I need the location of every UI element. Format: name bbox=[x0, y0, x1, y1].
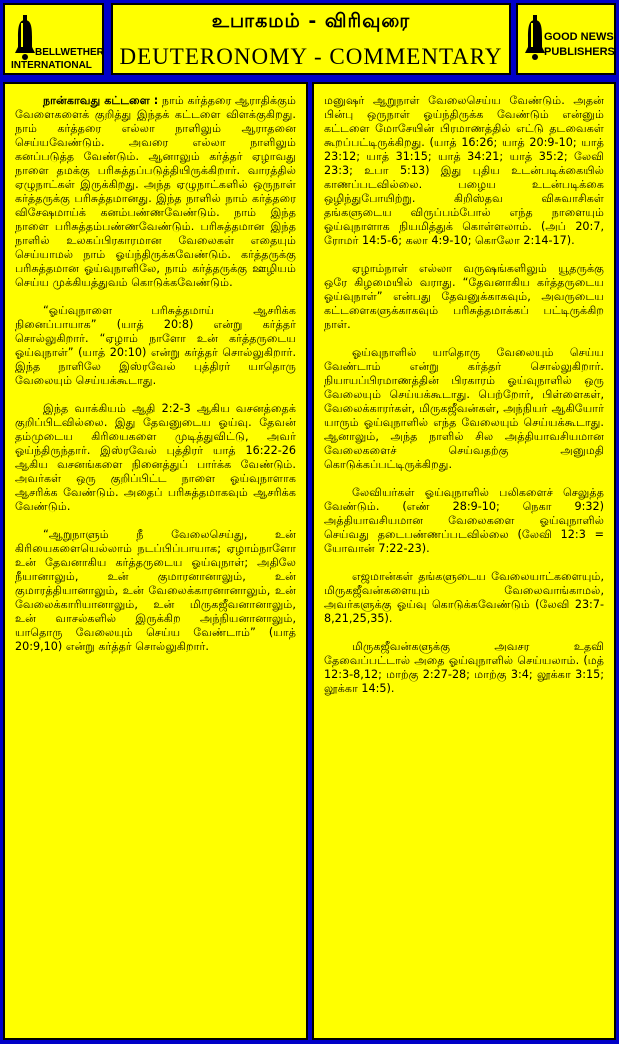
left-column bbox=[3, 82, 308, 1040]
paragraph-text: நாம் கர்த்தரை ஆராதிக்கும் வேளைகளைக் குறித்து இந்தக் கட்டளை விளக்குகிறது. நாம் கர்த்தரை எல்லா நாளிலும் ஆராதனை செய்யவேண்டும். அவரை எல்லா நாளிலும் கனப்படுத்த வேண்டும். ஆனாலும் கர்த்தர் ஏழாவது நாளை தமக்கு பரிசுத்தப்படுத்தியிருக்கிறார். வாரத்தில் ஏழுநாட்கள் இருக்கிறது. அந்த ஏழுநாட்களில் ஒருநாள் கர்த்தருக்கு பரிசுத்தமானது. இந்த நாளில் நாம் கர்த்தரை விசேஷமாய்க் கனம்பண்ணவேண்டும். நாம் இந்த நாளை பரிசுத்தம்பண்ணவேண்டும். பரிசுத்தமான இந்த நாளில் உலகப்பிரகாரமான வேலைகள் எதையும் செய்யாமல் நாம் ஓய்ந்திருக்கவேண்டும். கர்த்தருக்கு பரிசுத்தமான ஓய்வுநாளிலே, நாம் கர்த்தருக்கு ஊழியம் செய்ய முக்கியத்துவம் கொடுக்கவேண்டும். bbox=[15, 94, 296, 289]
paragraph bbox=[15, 94, 296, 290]
bellwether-logo bbox=[3, 3, 104, 75]
bell-icon bbox=[14, 15, 36, 61]
right-column bbox=[312, 82, 616, 1040]
paragraph: “ஓய்வுநாளை பரிசுத்தமாய் ஆசரிக்க நினைப்பாயாக” (யாத் 20:8) என்று கர்த்தர் சொல்லுகிறார். “ஏழாம் நாளோ உன் கர்த்தருடைய ஓய்வுநாள்” (யாத் 20:10) என்று கர்த்தர் சொல்லுகிறார். இந்த நாளிலே இஸ்ரவேல் புத்திரர் யாதொரு வேலையும் செய்யக்கூடாது. bbox=[15, 304, 296, 387]
paragraph: இந்த வாக்கியம் ஆதி 2:2-3 ஆகிய வசனத்தைக் குறிப்பிடவில்லை. இது தேவனுடைய ஓய்வு. தேவன் தம்முடைய கிரியைகளை முடித்துவிட்டு, அவர் ஓய்ந்திருந்தார். இஸ்ரவேல் புத்திரர் யாத் 16:22-26 ஆகிய வசனங்களை நினைத்துப் பார்க்க வேண்டும். அவர்கள் ஒரு குறிப்பிட்ட நாளை ஓய்வுநாளாக ஆசரிக்க வேண்டும். அதைப் பரிசுத்தமாகவும் ஆசரிக்க வேண்டும். bbox=[15, 402, 296, 513]
page-header bbox=[111, 3, 511, 75]
good-news-logo bbox=[516, 3, 616, 75]
logo-right-line1: GOOD NEWS bbox=[544, 31, 614, 43]
paragraph: லேவியர்கள் ஓய்வுநாளில் பலிகளைச் செலுத்த வேண்டும். (எண் 28:9-10; நெகா 9:32) அத்தியாவசியமான வேலைகளை ஓய்வுநாளில் செய்வது தடைபண்ணப்படவில்லை (லேவி 12:3 = யோவான் 7:22-23). bbox=[324, 486, 604, 555]
paragraph: ஏழாம்நாள் எல்லா வருஷங்களிலும் யூதருக்கு ஒரே கிழமையில் வராது. “தேவனாகிய கர்த்தருடைய ஓய்வுநாள்” என்பது தேவனுக்காகவும், அவருடைய கட்டளைகளுக்காகவும் பரிசுத்தமாக்கப் பட்டிருக்கிற நாள். bbox=[324, 262, 604, 331]
paragraph: மிருகஜீவன்களுக்கு அவசர உதவி தேவைப்பட்டால் அதை ஓய்வுநாளில் செய்யலாம். (மத் 12:3-8,12; மாற்கு 2:27-28; மாற்கு 3:4; லூக்கா 3:15; லூக்கா 14:5). bbox=[324, 640, 604, 695]
section-heading: நான்காவது கட்டளை : bbox=[43, 94, 159, 107]
logo-left-line1: BELLWETHER bbox=[35, 47, 104, 58]
paragraph: மனுஷர் ஆறுநாள் வேலைசெய்ய வேண்டும். அதன் பின்பு ஒருநாள் ஓய்ந்திருக்க வேண்டும் என்னும் கட்டளை மோசேயின் பிரமாணத்தில் எட்டு தடவைகள் கூறப்பட்டிருக்கிறது. (யாத் 16:26; யாத் 20:9-10; யாத் 23:12; யாத் 31:15; யாத் 34:21; யாத் 35:2; லேவி 23:3; உபா 5:13) இது புதிய உடன்படிக்கையில் காணப்படவில்லை. பழைய உடன்படிக்கை ஒழிந்துபோயிற்று. கிறிஸ்தவ விசுவாசிகள் தங்களுடைய விருப்பம்போல் எந்த நாளையும் ஓய்வுநாளாக நியமித்துக் கொள்ளலாம். (அப் 20:7, ரோமர் 14:5-6; கலா 4:9-10; கொலோ 2:14-17). bbox=[324, 94, 604, 247]
bell-icon bbox=[524, 15, 546, 61]
paragraph: ஓய்வுநாளில் யாதொரு வேலையும் செய்ய வேண்டாம் என்று கர்த்தர் சொல்லுகிறார். நியாயப்பிரமாணத்தின் பிரகாரம் ஓய்வுநாளில் ஒரு வேலையும் செய்யக்கூடாது. பெற்றோர், பிள்ளைகள், வேலைக்காரர்கள், மிருகஜீவன்கள், அந்நியர் ஆகியோர் யாரும் ஓய்வுநாளில் எந்த வேலையும் செய்யக்கூடாது. ஆனாலும், அந்த நாளில் சில அத்தியாவசியமான வேலைகளைச் செய்வதற்கு அனுமதி கொடுக்கப்பட்டிருக்கிறது. bbox=[324, 346, 604, 471]
title-tamil: உபாகமம் - விரிவுரை bbox=[211, 10, 411, 32]
logo-right-line2: PUBLISHERS bbox=[544, 46, 615, 58]
paragraph: “ஆறுநாளும் நீ வேலைசெய்து, உன் கிரியைகளையெல்லாம் நடப்பிப்பாயாக; ஏழாம்நாளோ உன் தேவனாகிய கர்த்தருடைய ஓய்வுநாள்; அதிலே நீயானாலும், உன் குமாரனானாலும், உன் குமாரத்தியானாலும், உன் வேலைக்காரனானாலும், உன் வேலைக்காரியானாலும், உன் மிருகஜீவனானாலும், உன் வாசல்களில் இருக்கிற அந்நியனானாலும், யாதொரு வேலையும் செய்ய வேண்டாம்” (யாத் 20:9,10) என்று கர்த்தர் சொல்லுகிறார். bbox=[15, 528, 296, 653]
paragraph: எஜமான்கள் தங்களுடைய வேலையாட்களையும், மிருகஜீவன்களையும் வேலைவாங்காமல், அவர்களுக்கு ஓய்வு கொடுக்கவேண்டும் (லேவி 23:7-8,21,25,35). bbox=[324, 570, 604, 625]
logo-left-line2: INTERNATIONAL bbox=[11, 60, 92, 71]
title-english: DEUTERONOMY - COMMENTARY bbox=[119, 44, 503, 69]
